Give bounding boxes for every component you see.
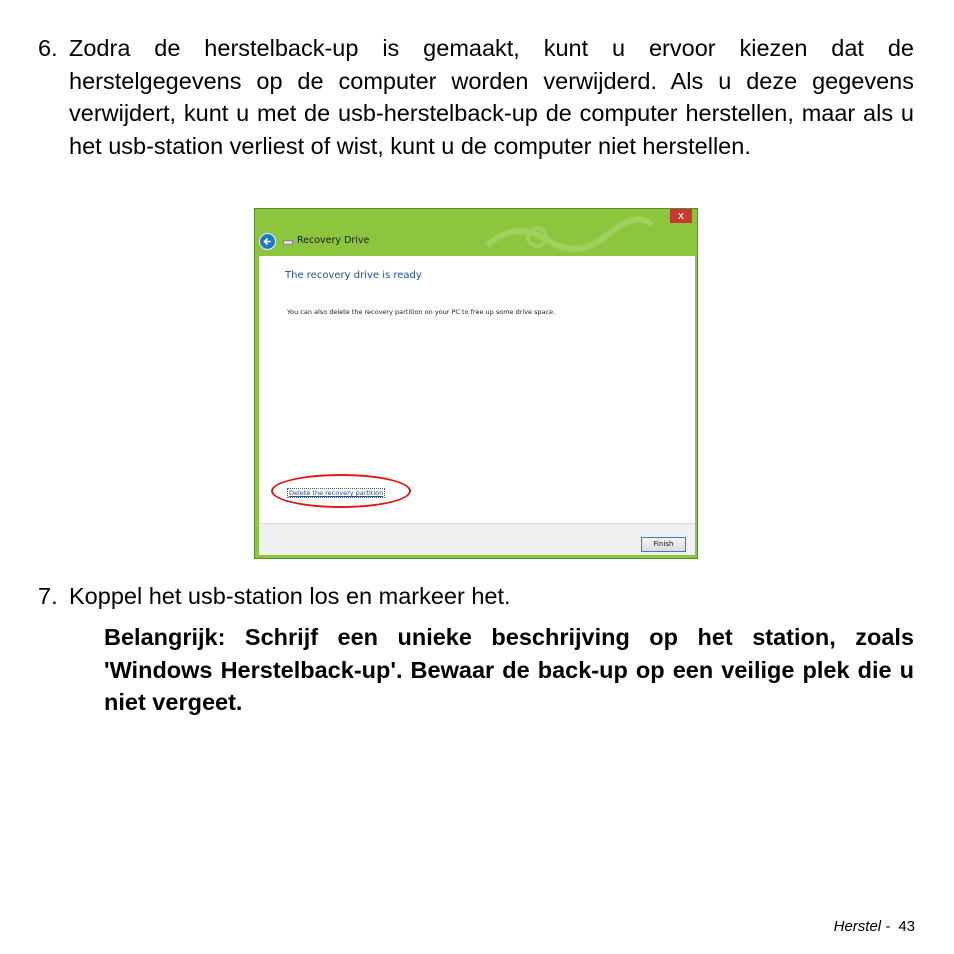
- window-content: [259, 256, 695, 523]
- dialog-description: You can also delete the recovery partition on your PC to free up some drive space.: [287, 308, 556, 316]
- window-footer: [259, 523, 695, 555]
- step-text: Koppel het usb-station los en markeer het.: [69, 583, 511, 609]
- delete-partition-link[interactable]: Delete the recovery partition: [289, 489, 384, 497]
- step-6: [38, 32, 914, 162]
- page-number: 43: [898, 918, 915, 935]
- footer-section: Herstel -: [833, 918, 891, 935]
- back-arrow-icon: [262, 236, 273, 247]
- page-footer: [834, 918, 915, 935]
- background-decoration-icon: [477, 215, 657, 255]
- step-number: 7.: [38, 583, 58, 609]
- step-text: Zodra de herstelback-up is gemaakt, kunt u ervoor kiezen dat de herstelgegevens op de computer worden verwijderd. Als u deze gegevens verwijdert, kunt u met de usb-herstelback-up de computer herstellen, maar als u het usb-station verliest of wist, kunt u de computer niet herstellen.: [69, 35, 914, 159]
- close-button[interactable]: x: [670, 209, 692, 223]
- window-title: Recovery Drive: [297, 235, 370, 246]
- dialog-heading: The recovery drive is ready: [285, 270, 422, 281]
- usb-drive-icon: [283, 240, 293, 245]
- important-note: Belangrijk: Schrijf een unieke beschrijving op het station, zoals 'Windows Herstelback-up'. Bewaar de back-up op een veilige plek die u niet vergeet.: [104, 624, 914, 715]
- step-number: 6.: [38, 35, 58, 61]
- step-7: [38, 580, 914, 613]
- back-button[interactable]: [259, 233, 276, 250]
- recovery-drive-window-screenshot: [254, 208, 698, 559]
- finish-button[interactable]: Finish: [641, 537, 686, 552]
